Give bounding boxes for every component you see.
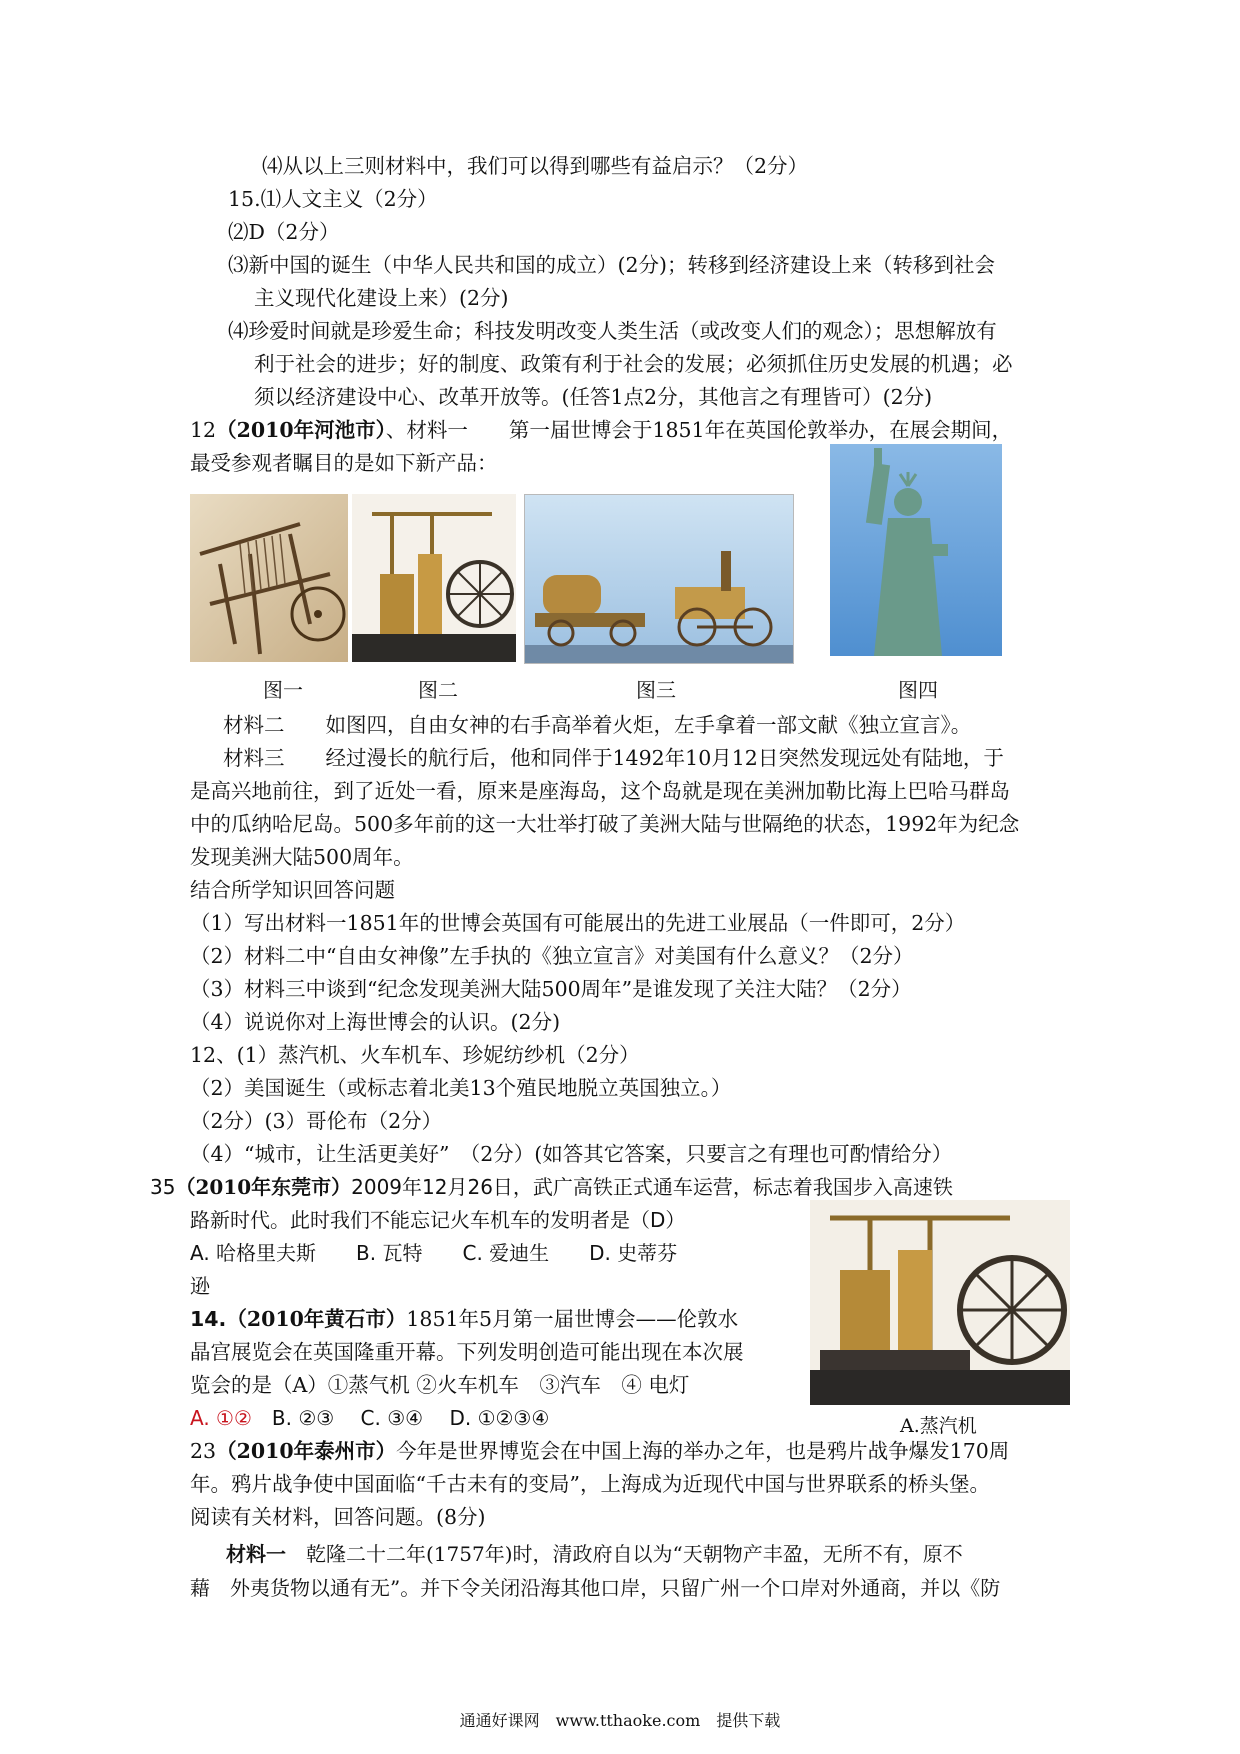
figure-1-caption: 图一	[263, 678, 303, 702]
q23-material-1-label: 材料一	[226, 1542, 286, 1566]
q12-material-3-line2: 是高兴地前往，到了近处一看，原来是座海岛，这个岛就是现在美洲加勒比海上巴哈马群岛	[190, 779, 1010, 803]
q23-number: 23	[190, 1439, 217, 1463]
q12-source: （2010年河池市）	[216, 418, 386, 442]
q15-answer-1: 15.⑴人文主义（2分）	[228, 187, 438, 211]
q15-question-4: ⑷从以上三则材料中，我们可以得到哪些有益启示？（2分）	[262, 154, 809, 178]
q12-material-2: 材料二 如图四，自由女神的右手高举着火炬，左手拿着一部文献《独立宣言》。	[223, 713, 972, 737]
q12-line2: 最受参观者瞩目的是如下新产品：	[190, 451, 498, 475]
q12-line1: 、材料一 第一届世博会于1851年在英国伦敦举办，在展会期间，	[385, 418, 1013, 442]
q23-material-1-text: 乾隆二十二年(1757年)时，清政府自以为“天朝物产丰盈，无所不有，原不	[286, 1542, 963, 1566]
q14-source: （2010年黄石市）	[226, 1307, 407, 1331]
figure-4-caption: 图四	[898, 678, 938, 702]
q12-material-3-line3: 中的瓜纳哈尼岛。500多年前的这一大壮举打破了美洲大陆与世隔绝的状态，1992年为纪念	[190, 812, 1020, 836]
q23-heading	[190, 1438, 1009, 1464]
q12-answer-2: （2）美国诞生（或标志着北美13个殖民地脱立英国独立。）	[190, 1076, 732, 1100]
q12-number: 12	[190, 418, 217, 442]
q23-line3: 阅读有关材料，回答问题。(8分)	[190, 1505, 486, 1529]
q35-heading	[150, 1174, 953, 1200]
q14-option-a: A. ①②	[190, 1406, 252, 1430]
q12-question-1: （1）写出材料一1851年的世博会英国有可能展出的先进工业展品（一件即可，2分）	[190, 911, 966, 935]
q12-answer-3: （2分）(3）哥伦布（2分）	[190, 1109, 443, 1133]
q23-line1: 今年是世界博览会在中国上海的举办之年，也是鸦片战争爆发170周	[396, 1439, 1010, 1463]
figure-2-steam-engine	[352, 494, 516, 662]
q12-question-2: （2）材料二中“自由女神像”左手执的《独立宣言》对美国有什么意义？（2分）	[190, 944, 914, 968]
q23-material-1-line2: 藉 外夷货物以通有无”。并下令关闭沿海其他口岸，只留广州一个口岸对外通商，并以《防	[190, 1576, 1001, 1600]
q15-answer-4-line2: 利于社会的进步；好的制度、政策有利于社会的发展；必须抓住历史发展的机遇；必	[254, 352, 1013, 376]
q14-number: 14.	[190, 1307, 227, 1331]
q35-line2: 路新时代。此时我们不能忘记火车机车的发明者是（D）	[190, 1208, 686, 1232]
q12-question-3: （3）材料三中谈到“纪念发现美洲大陆500周年”是谁发现了关注大陆？（2分）	[190, 977, 912, 1001]
q12-question-4: （4）说说你对上海世博会的认识。(2分)	[190, 1010, 561, 1034]
steam-engine-caption: A.蒸汽机	[900, 1415, 977, 1437]
q12-prompt: 结合所学知识回答问题	[190, 878, 395, 902]
figure-3-locomotive	[524, 494, 794, 664]
q35-number: 35	[150, 1175, 176, 1199]
q12-material-3-line4: 发现美洲大陆500周年。	[190, 845, 414, 869]
q15-answer-3-line1: ⑶新中国的诞生（中华人民共和国的成立）(2分)；转移到经济建设上来（转移到社会	[228, 253, 996, 277]
q23-line2: 年。鸦片战争使中国面临“千古未有的变局”，上海成为近现代中国与世界联系的桥头堡。	[190, 1472, 990, 1496]
figure-2-caption: 图二	[418, 678, 458, 702]
figure-1-spinning-jenny	[190, 494, 348, 662]
q14-line2: 晶宫展览会在英国隆重开幕。下列发明创造可能出现在本次展	[190, 1340, 744, 1364]
q14-option-rest: B. ②③ C. ③④ D. ①②③④	[251, 1406, 550, 1430]
page-footer: 通通好课网 www.tthaoke.com 提供下载	[459, 1711, 781, 1730]
q12-answer-4: （4）“城市，让生活更美好” （2分）(如答其它答案，只要言之有理也可酌情给分）	[190, 1142, 953, 1166]
q12-material-3-line1: 材料三 经过漫长的航行后，他和同伴于1492年10月12日突然发现远处有陆地，于	[223, 746, 1004, 770]
q14-options	[190, 1405, 549, 1431]
q15-answer-2: ⑵D（2分）	[228, 220, 340, 244]
steam-engine-image	[810, 1200, 1070, 1405]
q23-material-1-line1	[226, 1541, 963, 1567]
q35-source: （2010年东莞市）	[175, 1175, 352, 1199]
q14-line3: 览会的是（A）①蒸气机 ②火车机车 ③汽车 ④ 电灯	[190, 1373, 690, 1397]
q12-heading	[190, 417, 1012, 443]
q14-line1: 1851年5月第一届世博会——伦敦水	[406, 1307, 739, 1331]
q15-answer-4-line1: ⑷珍爱时间就是珍爱生命；科技发明改变人类生活（或改变人们的观念）；思想解放有	[228, 319, 997, 343]
q35-options: A. 哈格里夫斯 B. 瓦特 C. 爱迪生 D. 史蒂芬	[190, 1241, 678, 1265]
q15-answer-4-line3: 须以经济建设中心、改革开放等。(任答1点2分，其他言之有理皆可）(2分)	[254, 385, 933, 409]
figure-3-caption: 图三	[636, 678, 676, 702]
q15-answer-3-line2: 主义现代化建设上来）(2分)	[254, 286, 509, 310]
q35-options-wrap: 逊	[190, 1274, 210, 1298]
q14-heading	[190, 1306, 738, 1332]
q12-answer-1: 12、(1）蒸汽机、火车机车、珍妮纺纱机（2分）	[190, 1043, 640, 1067]
figure-4-statue-of-liberty	[830, 444, 1002, 656]
q35-line1: 2009年12月26日，武广高铁正式通车运营，标志着我国步入高速铁	[351, 1175, 953, 1199]
q23-source: （2010年泰州市）	[216, 1439, 397, 1463]
